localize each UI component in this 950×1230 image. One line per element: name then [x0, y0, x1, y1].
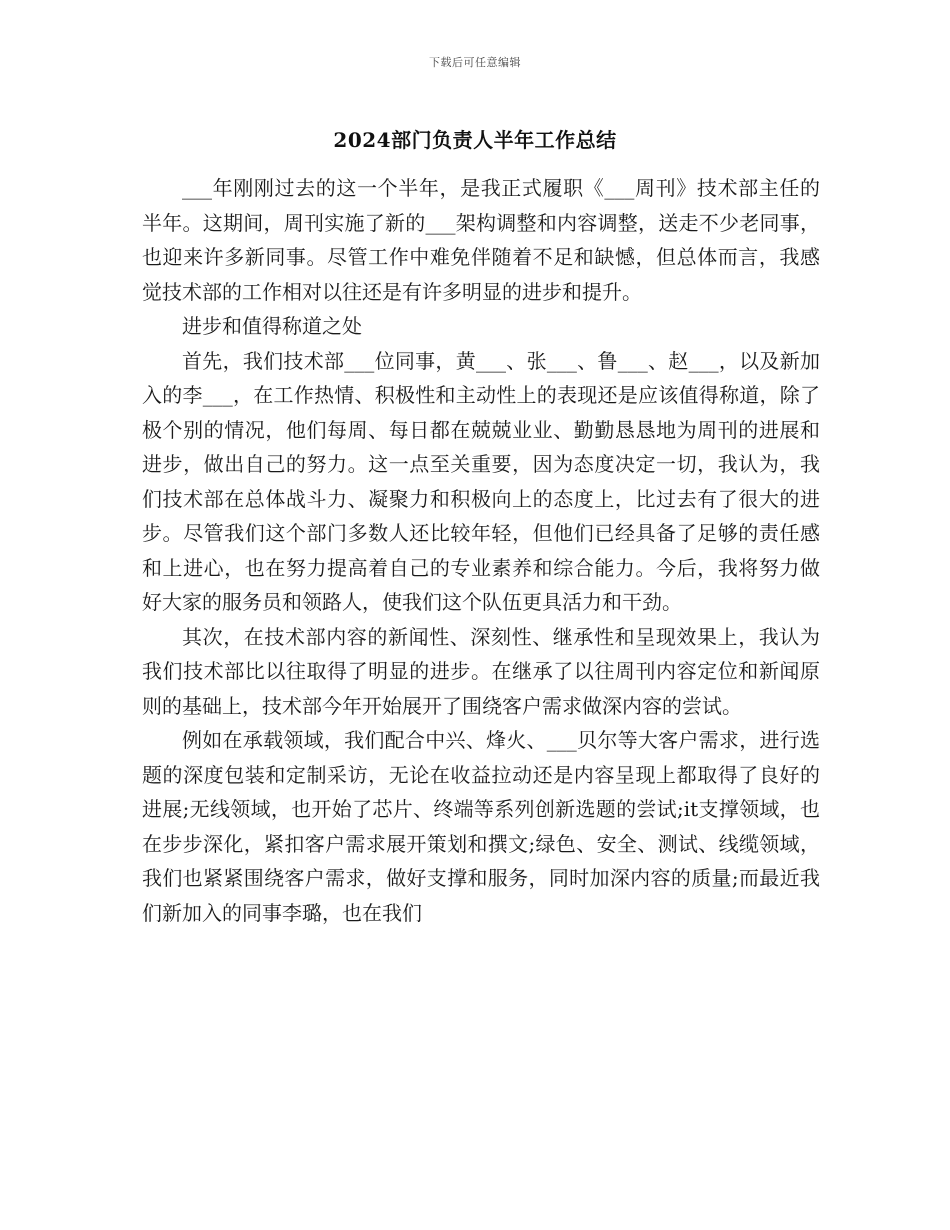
document-body: [142, 171, 820, 930]
header-note: 下载后可任意编辑: [429, 56, 521, 69]
paragraph-second: 其次，在技术部内容的新闻性、深刻性、继承性和呈现效果上，我认为我们技术部比以往取得了明显的进步。在继承了以往周刊内容定位和新闻原则的基础上，技术部今年开始展开了围绕客户需求做深内容的尝试。: [142, 624, 820, 718]
section-heading: 进步和值得称道之处: [182, 314, 362, 338]
document-title: 2024部门负责人半年工作总结: [333, 128, 617, 152]
paragraph-first: 首先，我们技术部___位同事，黄___、张___、鲁___、赵___，以及新加入的李___，在工作热情、积极性和主动性上的表现还是应该值得称道，除了极个别的情况，他们每周、每日都在兢兢业业、勤勤恳恳地为周刊的进展和进步，做出自己的努力。这一点至关重要，因为态度决定一切，我认为，我们技术部在总体战斗力、凝聚力和积极向上的态度上，比过去有了很大的进步。尽管我们这个部门多数人还比较年轻，但他们已经具备了足够的责任感和上进心，也在努力提高着自己的专业素养和综合能力。今后，我将努力做好大家的服务员和领路人，使我们这个队伍更具活力和干劲。: [142, 348, 820, 614]
paragraph-intro: ___年刚刚过去的这一个半年，是我正式履职《___周刊》技术部主任的半年。这期间，周刊实施了新的___架构调整和内容调整，送走不少老同事，也迎来许多新同事。尽管工作中难免伴随着不足和缺憾，但总体而言，我感觉技术部的工作相对以往还是有许多明显的进步和提升。: [142, 176, 820, 304]
paragraph-example: 例如在承载领域，我们配合中兴、烽火、___贝尔等大客户需求，进行选题的深度包装和定制采访，无论在收益拉动还是内容呈现上都取得了良好的进展;无线领域，也开始了芯片、终端等系列创新选题的尝试;it支撑领域，也在步步深化，紧扣客户需求展开策划和撰文;绿色、安全、测试、线缆领域，我们也紧紧围绕客户需求，做好支撑和服务，同时加深内容的质量;而最近我们新加入的同事李璐，也在我们: [142, 728, 820, 925]
